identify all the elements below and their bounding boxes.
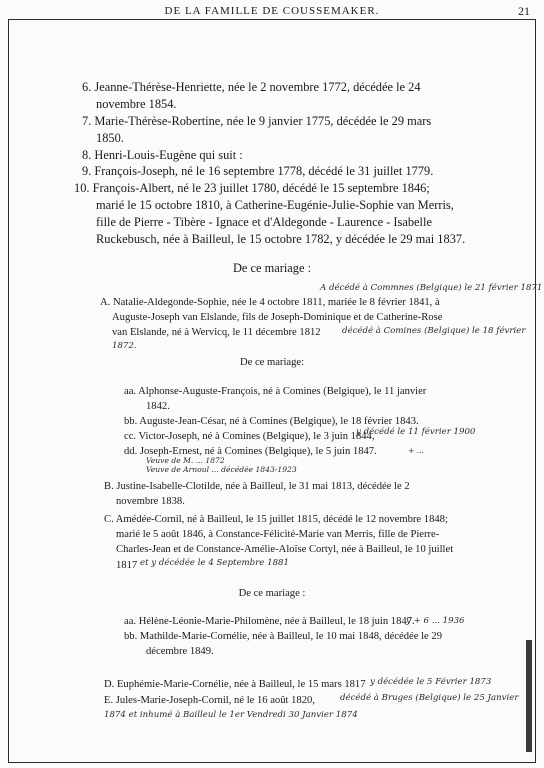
text-line: C. Amédée-Cornil, né à Bailleul, le 15 juillet 1815, décédé le 12 novembre 1848; [104,514,448,525]
handwritten-note: et y décédée le 4 Septembre 1881 [140,558,289,568]
text-line: A. Natalie-Aldegonde-Sophie, née le 4 octobre 1811, mariée le 8 février 1841, à [100,297,440,308]
text-line: van Elslande, né à Wervicq, le 11 décembre 1812 [112,327,321,338]
text-line: 9. François-Joseph, né le 16 septembre 1778, décédé le 31 juillet 1779. [82,164,434,178]
right-margin-rule [535,19,536,763]
handwritten-note: 1874 et inhumé à Bailleul le 1er Vendredi 30 Janvier 1874 [104,710,358,720]
text-line: décembre 1849. [146,646,214,657]
text-line: 10. François-Albert, né le 23 juillet 1780, décédé le 15 septembre 1846; [74,181,430,195]
text-line: Charles-Jean et de Constance-Amélie-Aloïse Cortyl, née à Bailleul, le 10 juillet [116,544,454,555]
text-line: 8. Henri-Louis-Eugène qui suit : [82,148,243,162]
text-line: Ruckebusch, née à Bailleul, le 15 octobre 1782, y décédée le 29 mai 1837. [96,232,466,246]
text-line: 6. Jeanne-Thérèse-Henriette, née le 2 novembre 1772, décédée le 24 [82,80,421,94]
text-line: bb. Mathilde-Marie-Cornélie, née à Bailleul, le 10 mai 1848, décédée le 29 [124,631,442,642]
page-number: 21 [518,4,530,18]
text-line: dd. Joseph-Ernest, né à Comines (Belgique), le 5 juin 1847. [124,446,377,457]
text-line: aa. Hélène-Léonie-Marie-Philomène, née à Bailleul, le 18 juin 1847. [124,616,415,627]
handwritten-note: y décédé le 11 février 1900 [356,427,476,437]
section-heading: De ce mariage : [238,588,306,599]
text-line: marié le 15 octobre 1810, à Catherine-Eugénie-Julie-Sophie van Merris, [96,198,454,212]
text-line: aa. Alphonse-Auguste-François, né à Comines (Belgique), le 11 janvier [124,386,427,397]
handwritten-note: Veuve de Arnoul ... décédée 1843-1923 [146,465,297,474]
text-line: B. Justine-Isabelle-Clotilde, née à Bailleul, le 31 mai 1813, décédée le 2 [104,481,410,492]
section-heading: De ce mariage: [239,357,305,368]
text-line: novembre 1838. [116,496,185,507]
text-line: E. Jules-Marie-Joseph-Cornil, né le 16 août 1820, [104,695,315,706]
header-rule [8,19,536,20]
section-heading: De ce mariage : [232,261,312,275]
text-line: fille de Pierre - Tibère - Ignace et d'Aldegonde - Laurence - Isabelle [96,215,432,229]
text-line: 1817 [116,560,138,571]
text-line: bb. Auguste-Jean-César, né à Comines (Belgique), le 18 février 1843. [124,416,419,427]
handwritten-note: y décédée le 5 Février 1873 [370,677,492,687]
text-line: 1850. [96,131,124,145]
text-line: Auguste-Joseph van Elslande, fils de Joseph-Dominique et de Catherine-Rose [112,312,443,323]
handwritten-note: + ... [408,446,425,455]
handwritten-note: y + 6 ... 1936 [406,616,465,626]
text-line: 7. Marie-Thérèse-Robertine, née le 9 janvier 1775, décédée le 29 mars [82,114,432,128]
text-line: 1842. [146,401,170,412]
text-line: novembre 1854. [96,97,177,111]
handwritten-note: décédé à Bruges (Belgique) le 25 Janvier [340,693,519,703]
bottom-rule [8,762,536,763]
text-line: marié le 5 août 1846, à Constance-Félicité-Marie van Merris, fille de Pierre- [116,529,440,540]
handwritten-note: 1872. [112,341,137,351]
running-header: DE LA FAMILLE DE COUSSEMAKER. [164,5,380,17]
left-margin-rule [8,19,9,763]
binding-mark [526,640,532,752]
handwritten-note: Veuve de M. ... 1872 [146,456,225,465]
handwritten-note: décédé à Comines (Belgique) le 18 février [342,326,526,336]
text-line: D. Euphémie-Marie-Cornélie, née à Bailleul, le 15 mars 1817 [104,679,366,690]
handwritten-note: A décédé à Commnes (Belgique) le 21 février 1871 [320,283,543,293]
text-line: cc. Victor-Joseph, né à Comines (Belgique), le 3 juin 1844, [124,431,375,442]
